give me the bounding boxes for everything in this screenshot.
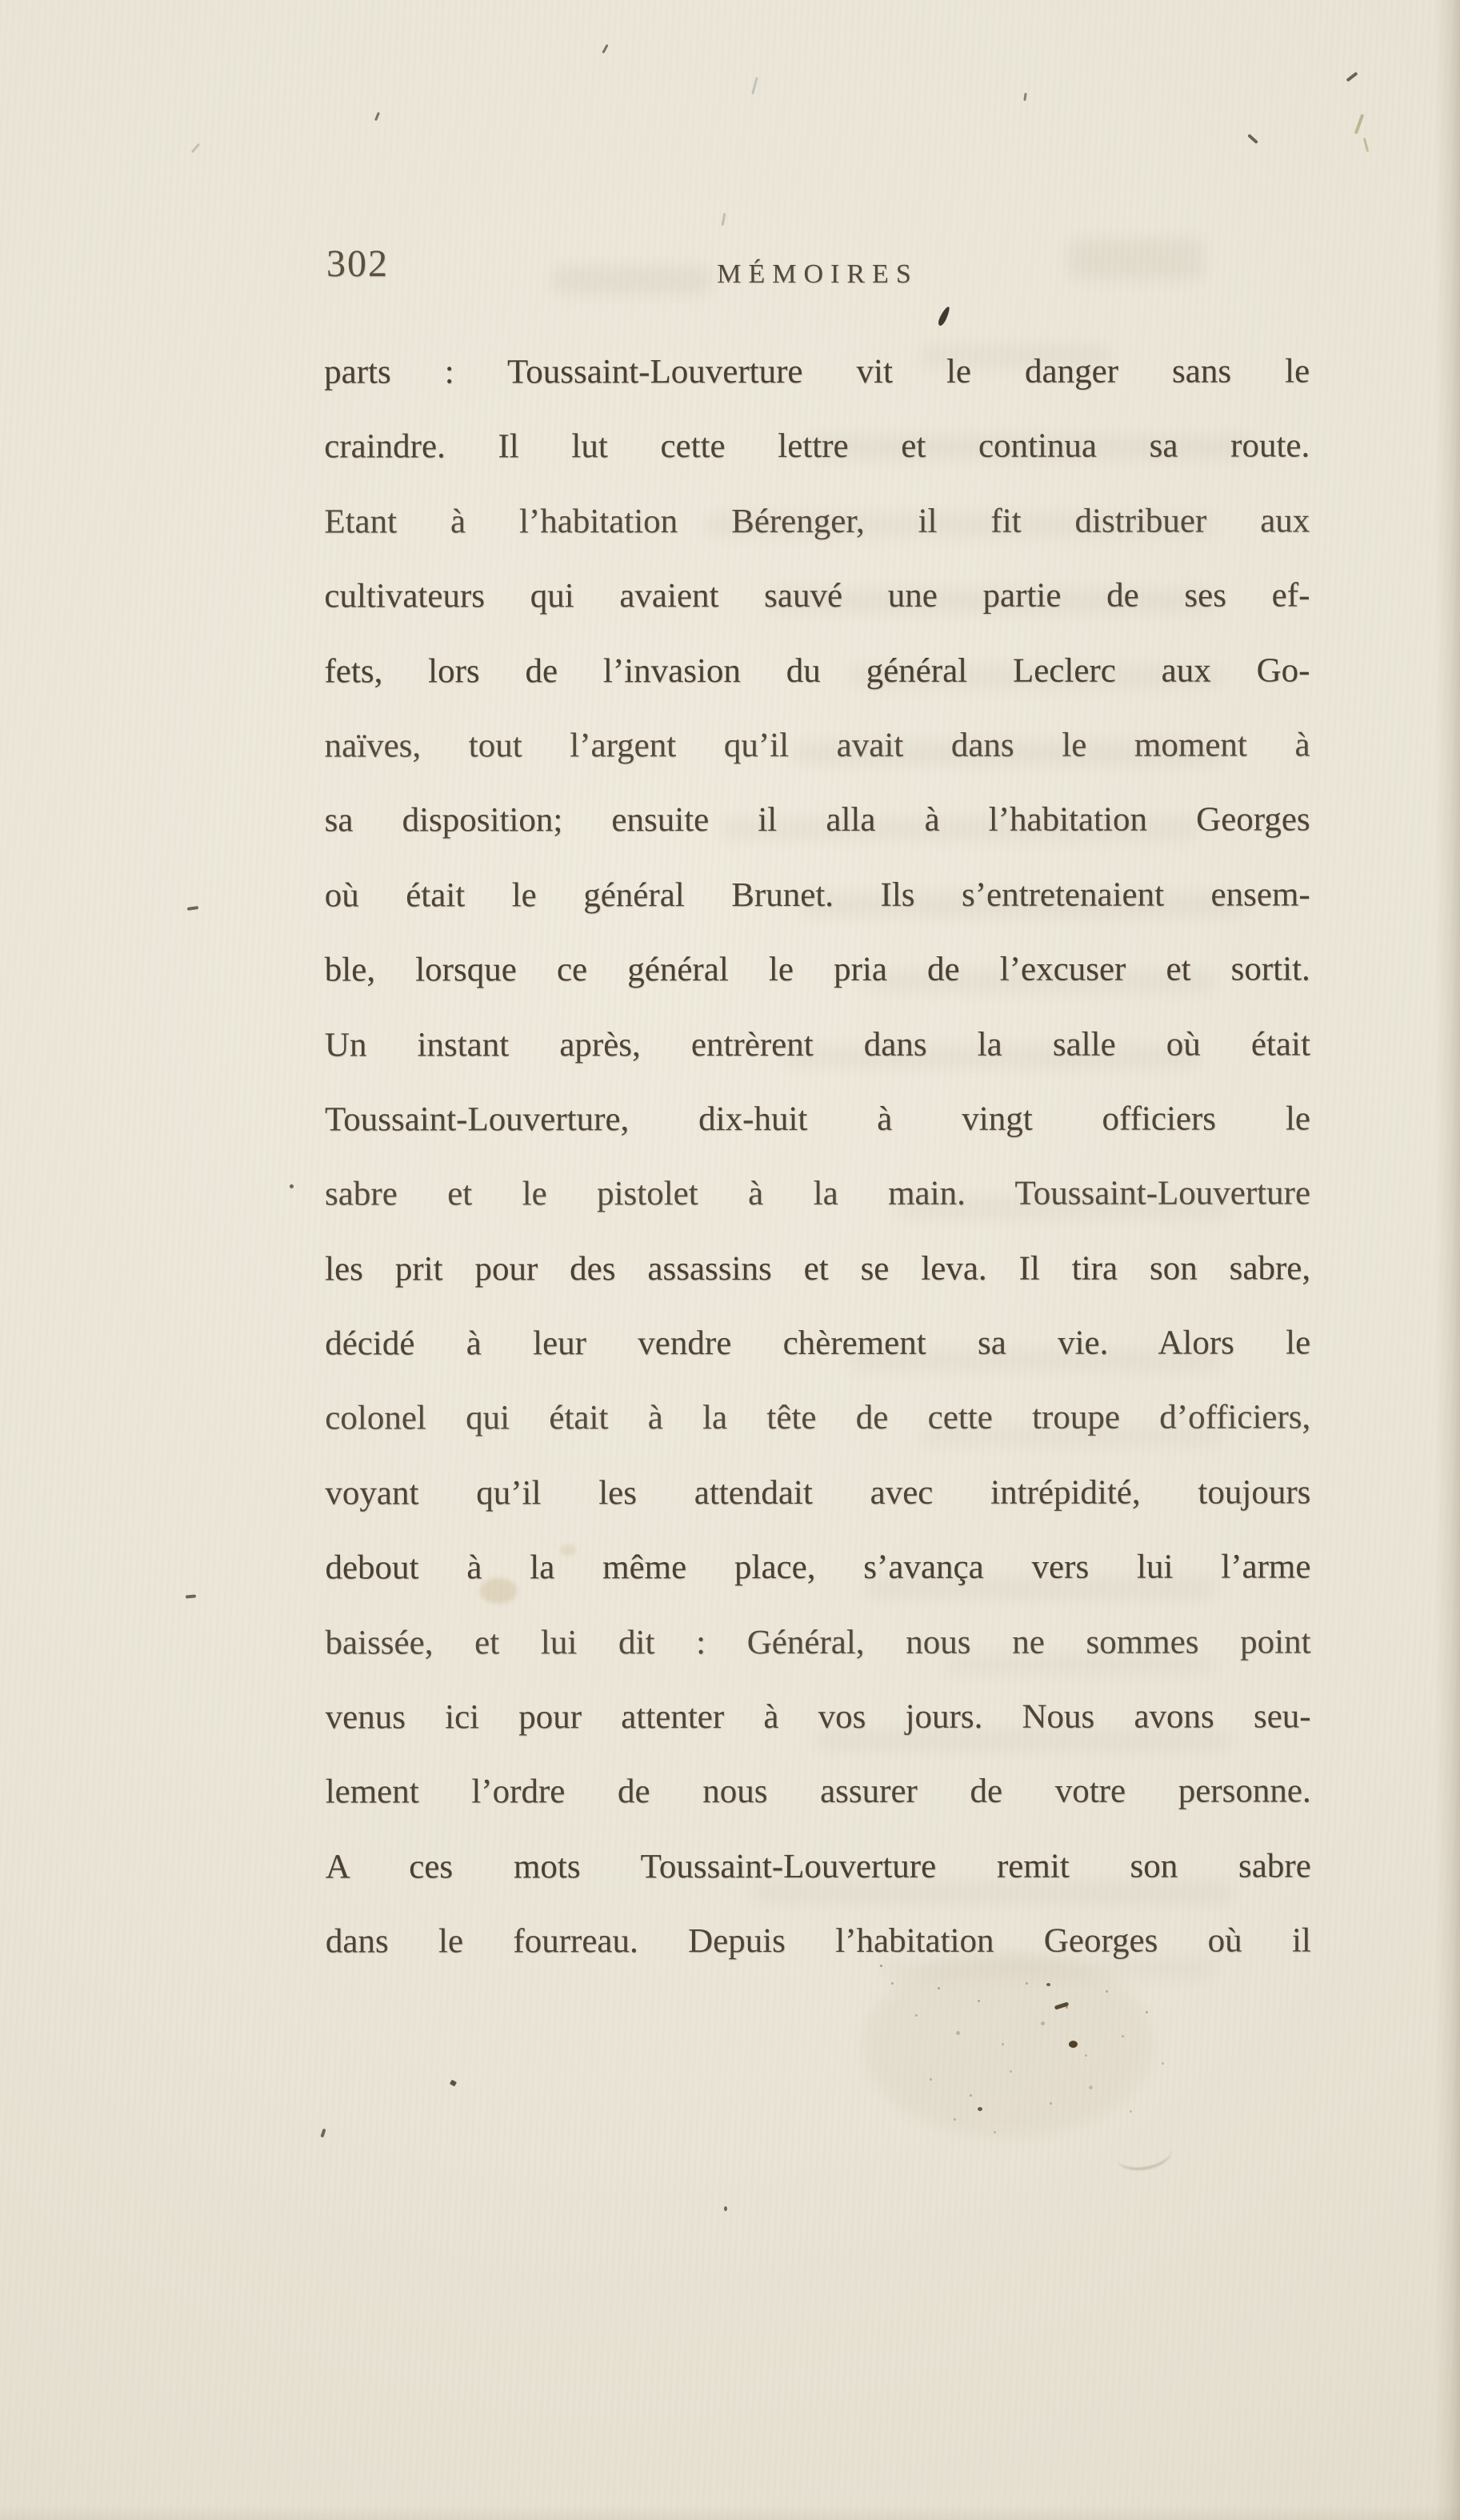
text-line: sabre et le pistolet à la main. Toussaint-Louverture [325,1174,1311,1213]
text-line: naïves, tout l’argent qu’il avait dans le moment à [324,726,1310,765]
text-line: Etant à l’habitation Bérenger, il fit distribuer aux [324,502,1310,541]
paper-fiber [1363,138,1370,152]
text-line: décidé à leur vendre chèrement sa vie. Alors le [325,1324,1311,1363]
text-line: parts : Toussaint-Louverture vit le danger sans le [324,352,1310,391]
ink-speckle [1023,93,1026,101]
text-line: dans le fourreau. Depuis l’habitation Georges où il [325,1921,1311,1961]
text-line: A ces mots Toussaint-Louverture remit son sabre [325,1847,1311,1886]
text-line: voyant qu’il les attendait avec intrépidité, toujours [325,1473,1311,1512]
text-line: les prit pour des assassins et se leva. Il tira son sabre, [325,1249,1311,1288]
paper-stain [864,1953,1152,2137]
margin-dash-mark [187,906,198,911]
text-line: où était le général Brunet. Ils s’entretenaient ensem- [324,875,1310,915]
text-line: Toussaint-Louverture, dix-huit à vingt officiers le [324,1100,1310,1139]
margin-dash-mark [186,1594,196,1598]
text-line: sa disposition; ensuite il alla à l’habitation Georges [324,800,1310,839]
text-line: debout à la même place, s’avança vers lui l’arme [325,1548,1311,1587]
text-line: baissée, et lui dit : Général, nous ne sommes point [325,1623,1311,1662]
text-line: fets, lors de l’invasion du général Leclerc aux Go- [324,651,1310,691]
ink-speckle [320,2129,326,2138]
ink-speckle [450,2080,457,2087]
paper-fiber [722,213,726,226]
ink-speckle [290,1184,294,1188]
page-bottom-shadow [0,2506,1460,2520]
ink-speckle [1247,134,1258,144]
page-edge-shadow [1434,0,1460,2520]
text-line: colonel qui était à la tête de cette troupe d’officiers, [325,1398,1311,1438]
text-line: cultivateurs qui avaient sauvé une partie de ses ef- [324,576,1310,615]
paper-fiber [191,143,200,154]
text-line: lement l’ordre de nous assurer de votre personne. [325,1772,1311,1811]
ink-speckle [602,44,608,54]
paper-stain [480,1578,517,1604]
page-number: 302 [326,242,389,285]
ink-speckle [724,2206,727,2211]
paper-stain [560,1544,576,1556]
ink-speckle [374,112,380,121]
paper-fiber [1354,114,1365,134]
ink-spatter-field [880,1965,882,1967]
text-line: craindre. Il lut cette lettre et continua sa route. [324,427,1310,466]
text-line: venus ici pour attenter à vos jours. Nous avons seu- [325,1697,1311,1737]
body-text [324,334,1311,1979]
running-header-title: MÉMOIRES [717,259,918,289]
text-line: Un instant après, entrèrent dans la salle où était [324,1024,1310,1064]
paper-fiber [751,77,758,94]
ink-speckle [1346,71,1358,82]
pencil-curve-mark [1114,2133,1174,2174]
text-line: ble, lorsque ce général le pria de l’excuser et sortit. [324,950,1310,989]
page-header [325,240,1310,312]
